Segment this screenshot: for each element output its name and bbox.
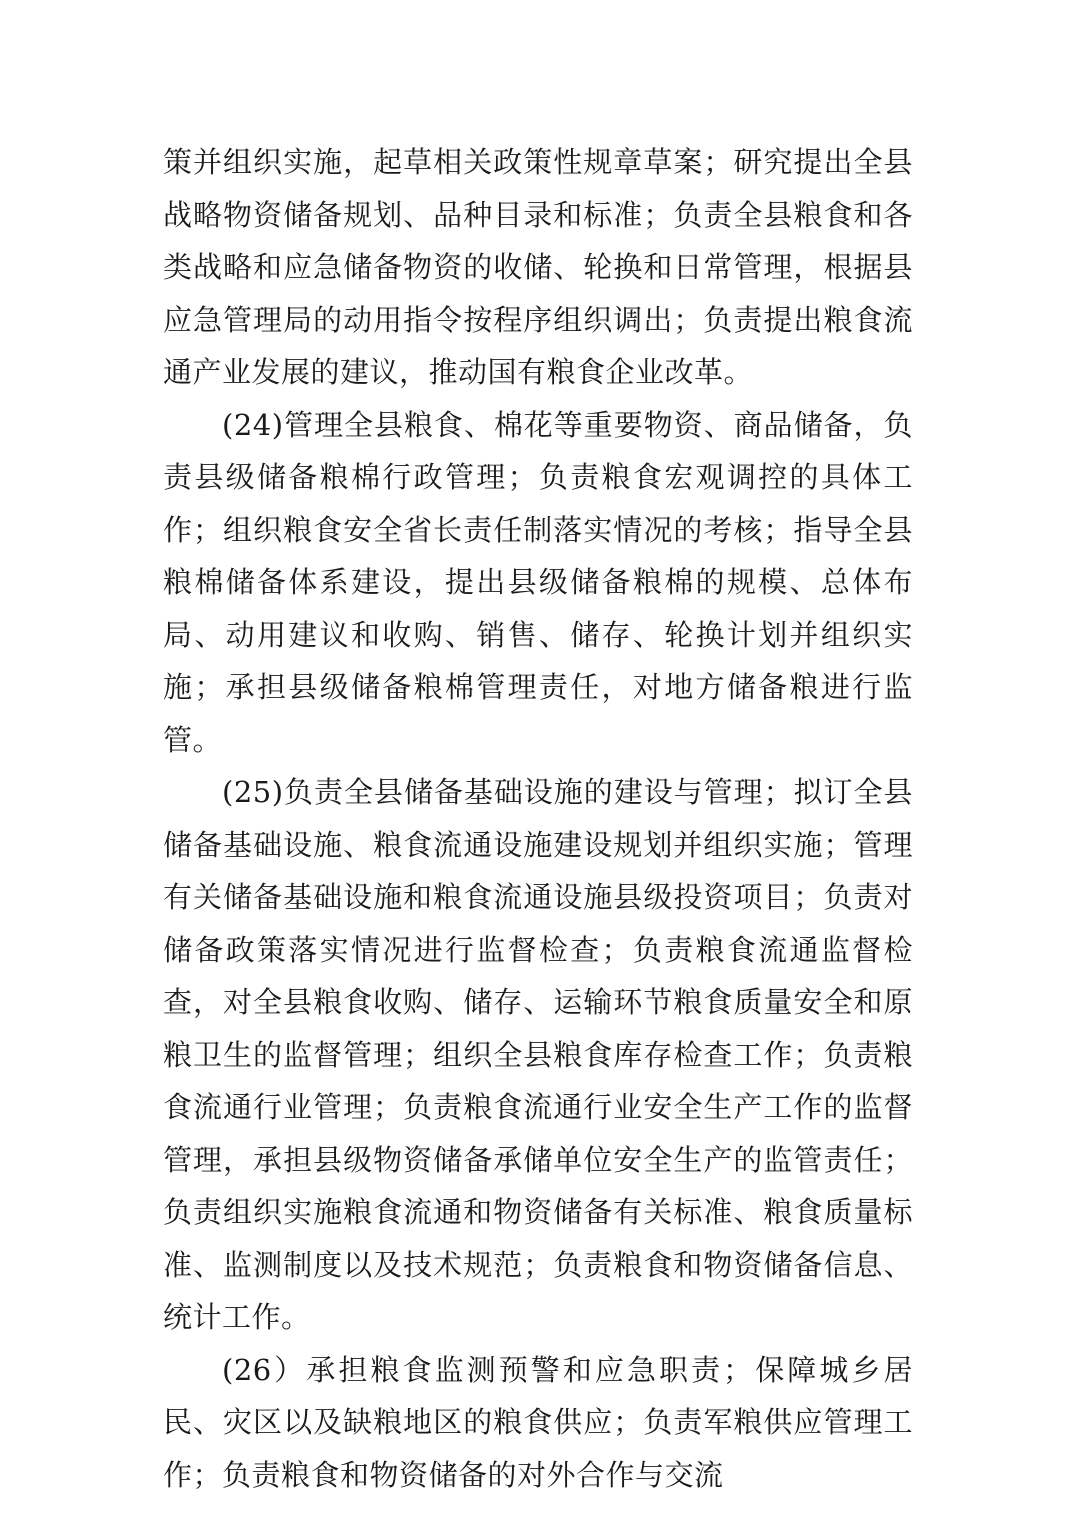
- paragraph-continuation: 策并组织实施，起草相关政策性规章草案；研究提出全县战略物资储备规划、品种目录和标准；负责全县粮食和各类战略和应急储备物资的收储、轮换和日常管理，根据县应急管理局的动用指令按程序组织调出；负责提出粮食流通产业发展的建议，推动国有粮食企业改革。: [163, 145, 913, 389]
- paragraph-item-24: (24)管理全县粮食、棉花等重要物资、商品储备，负责县级储备粮棉行政管理；负责粮食宏观调控的具体工作；组织粮食安全省长责任制落实情况的考核；指导全县粮棉储备体系建设，提出县级储备粮棉的规模、总体布局、动用建议和收购、销售、储存、轮换计划并组织实施；承担县级储备粮棉管理责任，对地方储备粮进行监管。: [163, 407, 913, 757]
- paragraph-item-25: (25)负责全县储备基础设施的建设与管理；拟订全县储备基础设施、粮食流通设施建设规划并组织实施；管理有关储备基础设施和粮食流通设施县级投资项目；负责对储备政策落实情况进行监督检查；负责粮食流通监督检查，对全县粮食收购、储存、运输环节粮食质量安全和原粮卫生的监督管理；组织全县粮食库存检查工作；负责粮食流通行业管理；负责粮食流通行业安全生产工作的监督管理，承担县级物资储备承储单位安全生产的监管责任；负责组织实施粮食流通和物资储备有关标准、粮食质量标准、监测制度以及技术规范；负责粮食和物资储备信息、统计工作。: [163, 775, 913, 1334]
- document-body: [163, 136, 913, 1501]
- paragraph-item-26: (26）承担粮食监测预警和应急职责；保障城乡居民、灾区以及缺粮地区的粮食供应；负责军粮供应管理工作；负责粮食和物资储备的对外合作与交流: [163, 1352, 913, 1492]
